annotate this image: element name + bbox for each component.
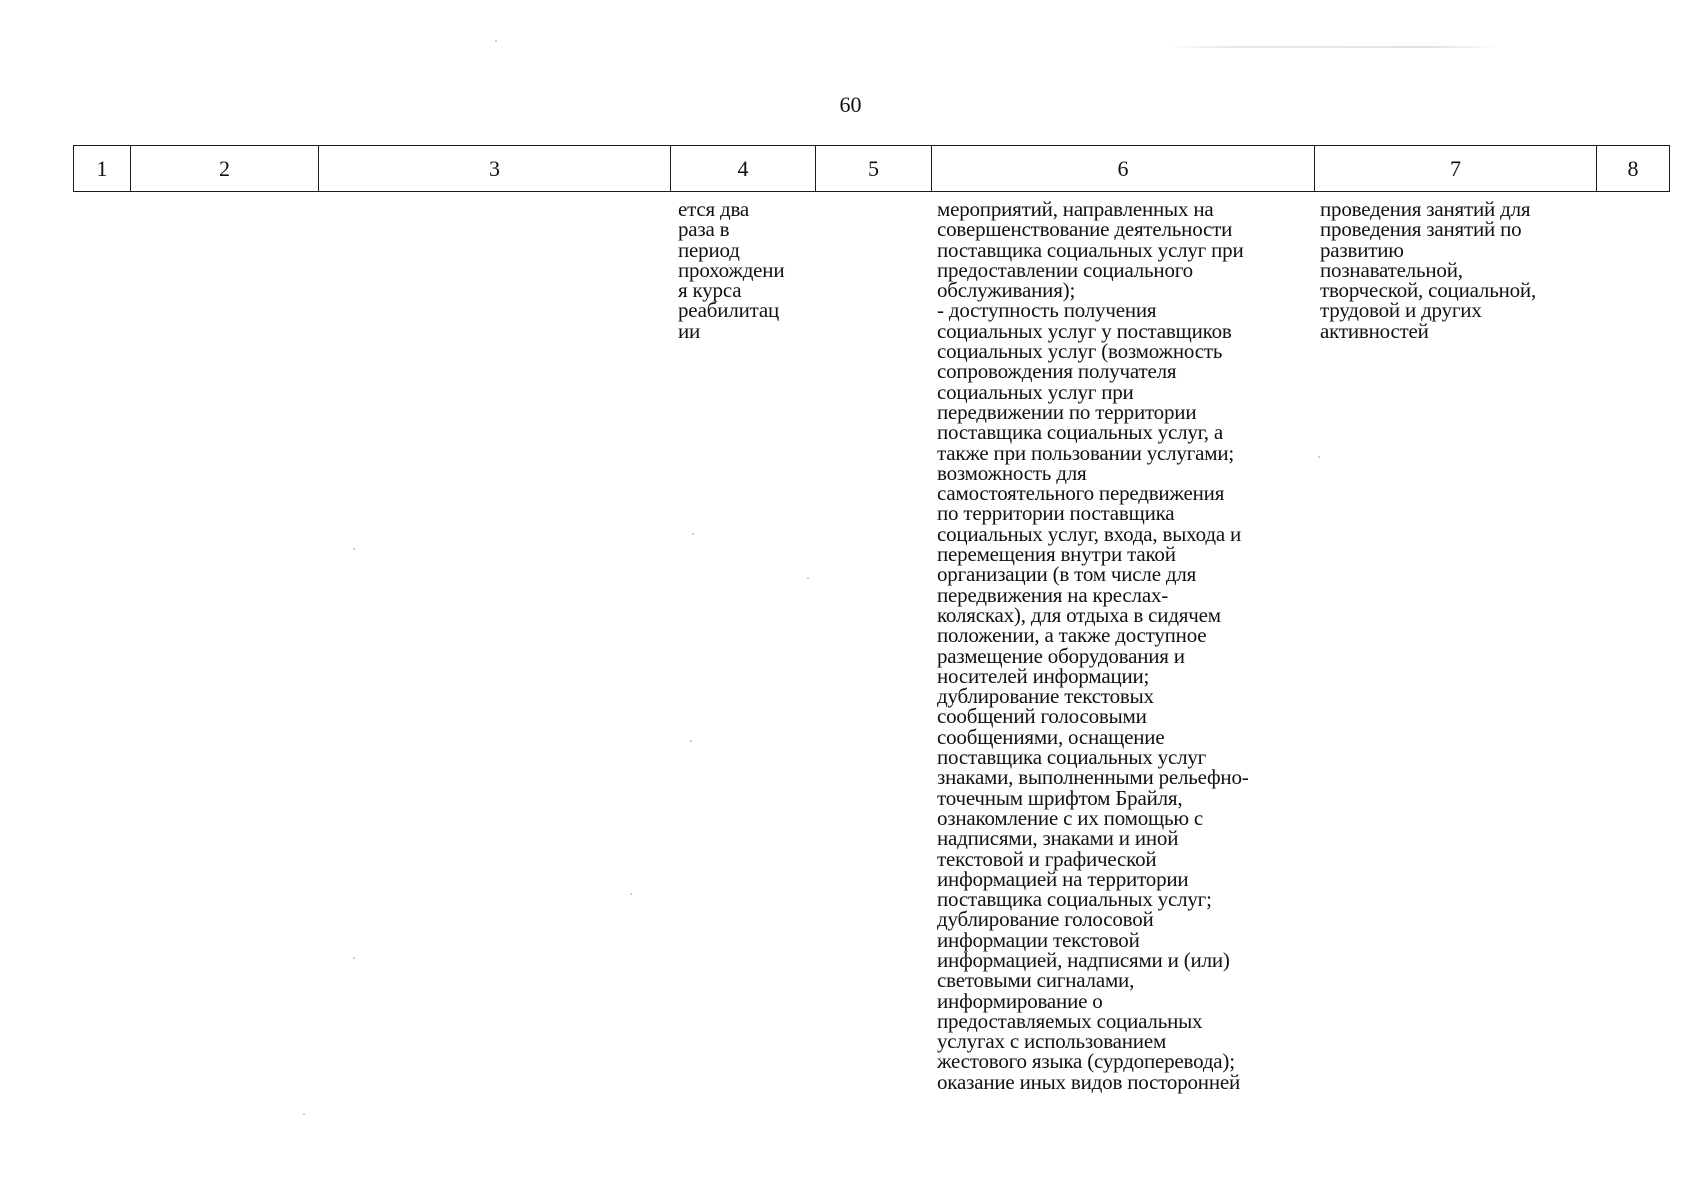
column-6-line: жестового языка (сурдоперевода); <box>937 1049 1235 1074</box>
column-6-line: ознакомление с их помощью с <box>937 805 1204 830</box>
column-6-line: предоставляемых социальных <box>937 1008 1203 1033</box>
column-6-line: световыми сигналами, <box>937 968 1135 993</box>
column-6-line: дублирование голосовой <box>937 907 1154 932</box>
column-7-text <box>1320 199 1536 341</box>
column-6-line: также при пользовании услугами; <box>937 440 1234 465</box>
column-6-line: обслуживания); <box>937 278 1076 303</box>
column-6-line: возможность для <box>937 460 1087 485</box>
column-header-1: 1 <box>74 146 131 192</box>
column-header-6: 6 <box>932 146 1315 192</box>
scan-speck <box>495 40 497 42</box>
column-7-line: трудовой и других <box>1320 298 1482 323</box>
column-6-line: сообщений голосовыми <box>937 704 1147 729</box>
column-4-line: я курса <box>678 278 742 303</box>
column-7-line: творческой, социальной, <box>1320 278 1537 303</box>
column-7-line: развитию <box>1320 237 1404 262</box>
column-header-7: 7 <box>1315 146 1597 192</box>
column-6-line: поставщика социальных услуг <box>937 745 1207 770</box>
column-6-line: самостоятельного передвижения <box>937 481 1225 506</box>
column-7-line: проведения занятий для <box>1320 197 1531 221</box>
column-4-line: период <box>678 237 740 262</box>
column-number-header <box>73 145 1670 192</box>
column-6-text <box>937 199 1249 1092</box>
column-7-line: активностей <box>1320 318 1429 343</box>
column-header-4: 4 <box>671 146 816 192</box>
column-6-line: совершенствование деятельности <box>937 217 1233 242</box>
column-6-line: социальных услуг при <box>937 379 1134 404</box>
column-6-line: социальных услуг, входа, выхода и <box>937 521 1242 546</box>
column-7-line: познавательной, <box>1320 257 1463 282</box>
column-6-line: информацией, надписями и (или) <box>937 947 1230 972</box>
column-4-line: ии <box>678 318 701 343</box>
column-4-line: раза в <box>678 217 730 242</box>
column-6-line: информации текстовой <box>937 927 1140 952</box>
column-6-line: сообщениями, оснащение <box>937 724 1165 749</box>
column-6-line: размещение оборудования и <box>937 643 1185 668</box>
column-6-line: передвижения на креслах- <box>937 582 1169 607</box>
column-6-line: информирование о <box>937 988 1103 1013</box>
scan-speck <box>692 533 694 535</box>
column-6-line: поставщика социальных услуг, а <box>937 420 1223 445</box>
column-6-line: перемещения внутри такой <box>937 542 1176 567</box>
column-6-line: носителей информации; <box>937 663 1150 688</box>
column-6-line: положении, а также доступное <box>937 623 1207 648</box>
scan-speck <box>353 957 355 959</box>
column-header-3: 3 <box>319 146 671 192</box>
column-6-line: знаками, выполненными рельефно- <box>937 765 1249 790</box>
column-header-2: 2 <box>131 146 319 192</box>
column-6-line: информацией на территории <box>937 866 1189 891</box>
column-header-8: 8 <box>1597 146 1670 192</box>
column-6-line: услугах с использованием <box>937 1029 1167 1054</box>
column-6-line: точечным шрифтом Брайля, <box>937 785 1183 810</box>
column-7-line: проведения занятий по <box>1320 217 1522 242</box>
column-6-line: колясках), для отдыха в сидячем <box>937 602 1221 627</box>
column-4-line: прохождени <box>678 257 785 282</box>
column-6-line: текстовой и графической <box>937 846 1157 871</box>
column-6-line: поставщика социальных услуг; <box>937 887 1212 912</box>
scan-speck <box>690 740 692 742</box>
column-6-line: социальных услуг (возможность <box>937 339 1223 364</box>
scan-speck <box>353 548 355 550</box>
scan-speck <box>807 577 809 579</box>
column-6-line: - доступность получения <box>937 298 1157 323</box>
column-header-5: 5 <box>816 146 932 192</box>
column-4-text <box>678 199 784 341</box>
column-6-line: надписями, знаками и иной <box>937 826 1179 851</box>
column-6-line: оказание иных видов посторонней <box>937 1069 1241 1094</box>
column-6-line: мероприятий, направленных на <box>937 197 1214 221</box>
column-6-line: поставщика социальных услуг при <box>937 237 1244 262</box>
column-6-line: передвижении по территории <box>937 399 1197 424</box>
scan-speck <box>630 893 632 895</box>
column-6-line: дублирование текстовых <box>937 684 1154 709</box>
column-6-line: сопровождения получателя <box>937 359 1177 384</box>
column-6-line: предоставлении социального <box>937 257 1193 282</box>
page-number: 60 <box>839 92 862 117</box>
column-6-line: организации (в том числе для <box>937 562 1197 587</box>
column-4-line: ется два <box>678 197 750 221</box>
scan-artifact <box>1165 46 1500 48</box>
scan-speck <box>1318 456 1320 458</box>
column-4-line: реабилитац <box>678 298 780 323</box>
column-6-line: социальных услуг у поставщиков <box>937 318 1232 343</box>
scan-speck <box>303 1113 305 1115</box>
column-6-line: по территории поставщика <box>937 501 1175 526</box>
